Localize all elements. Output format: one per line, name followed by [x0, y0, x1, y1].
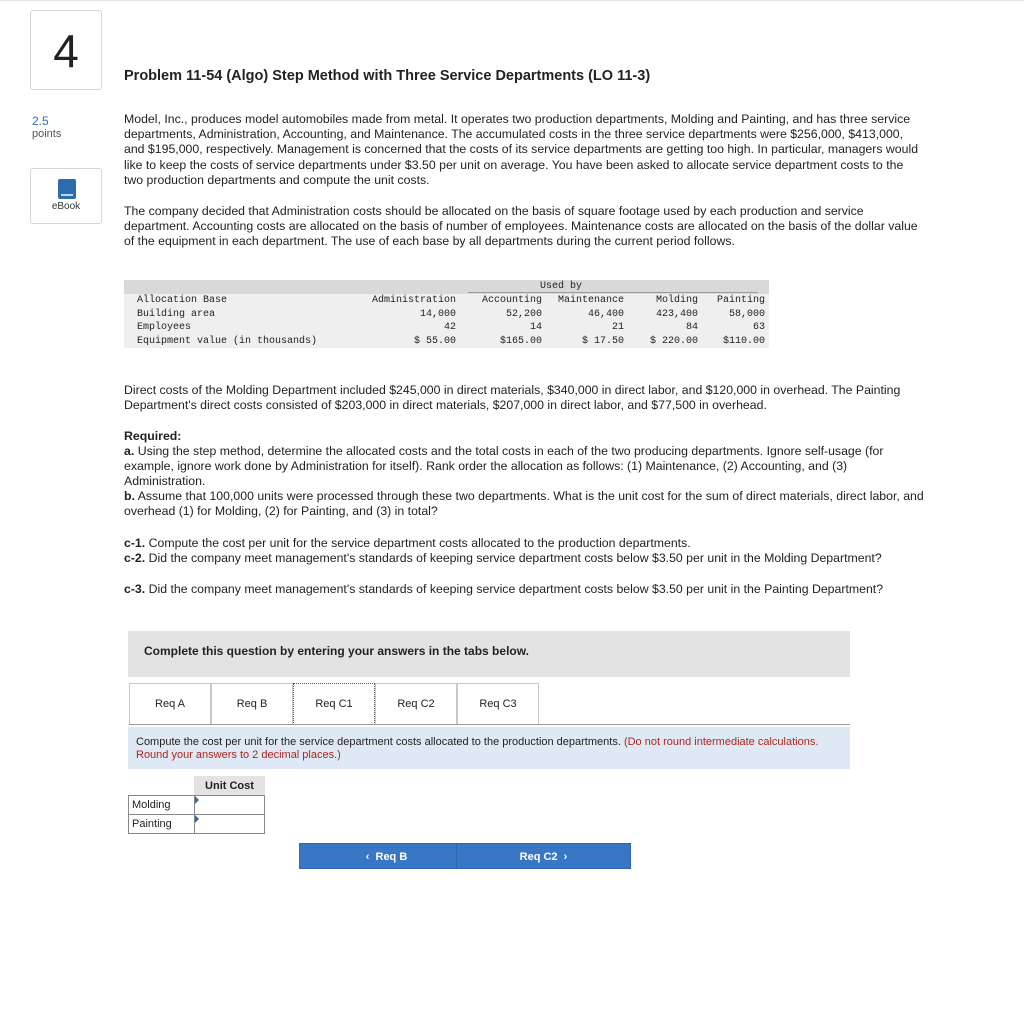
table-cell: $ 55.00: [413, 335, 456, 347]
prev-tab-button[interactable]: [299, 843, 474, 869]
header-molding: Molding: [655, 295, 698, 306]
allocation-base-table: [124, 280, 769, 348]
required-c3: [124, 582, 924, 597]
required-a-label: a.: [124, 444, 135, 458]
allocation-table: [124, 294, 769, 348]
question-number-box: [30, 10, 102, 90]
required-b-text: Assume that 100,000 units were processed through these two departments. What is the unit cost for the sum of direct materials, direct labor, and overhead (1) for Molding, (2) for Painting, and (3) in total?: [124, 489, 924, 519]
header-accounting: Accounting: [481, 295, 542, 306]
required-c2-label: c-2.: [124, 551, 146, 565]
table-row: [129, 796, 265, 815]
table-header-row: [124, 294, 769, 308]
table-row: [124, 321, 769, 335]
painting-unit-cost-input[interactable]: [195, 816, 264, 833]
painting-unit-cost-cell: [195, 815, 265, 834]
answer-header-unit-cost: Unit Cost: [195, 777, 265, 796]
points-indicator: [32, 114, 61, 140]
table-cell: 42: [443, 322, 456, 333]
table-row: [124, 335, 769, 349]
allocation-paragraph: The company decided that Administration costs should be allocated on the basis of square footage used by each production and service department. Accounting costs are allocated on the basis of number of employees. Maintenance costs are allocated on the basis of the dollar value of the equipment in each department. The use of each base by all departments during the current period follows.: [124, 204, 918, 249]
table-cell: 52,200: [505, 308, 542, 320]
points-label: points: [32, 128, 62, 140]
header-administration: Administration: [371, 295, 456, 306]
answer-header-row: [129, 777, 265, 796]
used-by-underline: [468, 292, 758, 293]
row-label: Equipment value (in thousands): [137, 335, 318, 347]
problem-title: Problem 11-54 (Algo) Step Method with Three Service Departments (LO 11-3): [124, 68, 651, 84]
table-header-bar: [124, 280, 769, 294]
tab-divider: [129, 724, 850, 725]
required-c1-label: c-1.: [124, 536, 146, 550]
chevron-left-icon: ‹: [365, 851, 370, 863]
molding-unit-cost-input[interactable]: [195, 797, 264, 814]
row-label: Building area: [137, 308, 216, 320]
instruction-panel: [128, 631, 850, 677]
row-label: Employees: [137, 322, 192, 333]
table-cell: 84: [685, 322, 698, 333]
table-cell: 14: [529, 322, 542, 333]
table-cell: $110.00: [722, 335, 765, 347]
required-b-label: b.: [124, 489, 135, 503]
tab-instruction: [128, 727, 850, 769]
tab-req-c3[interactable]: Req C3: [457, 683, 539, 725]
molding-unit-cost-cell: [195, 796, 265, 815]
table-cell: $ 220.00: [649, 335, 698, 347]
book-icon: [58, 179, 76, 199]
table-cell: $165.00: [499, 335, 542, 347]
table-cell: 14,000: [419, 308, 456, 320]
required-heading: Required:: [124, 429, 182, 443]
prev-tab-label: Req B: [375, 851, 408, 863]
question-number: 4: [53, 25, 79, 77]
top-divider: [0, 0, 1024, 1]
ebook-label: eBook: [51, 201, 81, 212]
header-maintenance: Maintenance: [557, 295, 624, 306]
required-a-text: Using the step method, determine the allocated costs and the total costs in each of the two producing departments. Ignore self-usage (for example, ignore work done by Administration for itself). Rank order the allocation as follows: (1) Maintenance, (2) Accounting, and (3) Administration.: [124, 444, 884, 489]
table-cell: 58,000: [728, 308, 765, 320]
table-cell: 21: [611, 322, 624, 333]
header-painting: Painting: [716, 295, 765, 306]
points-value: 2.5: [32, 114, 49, 128]
tab-req-b[interactable]: Req B: [211, 683, 293, 725]
intro-paragraph: Model, Inc., produces model automobiles made from metal. It operates two production departments, Molding and Painting, and has three service departments, Administration, Accounting, and Maintenance. The accumulated costs in the three service departments were $256,000, $413,000, and $195,000, respectively. Management is concerned that the costs of its service departments are getting too high. In particular, managers would like to keep the costs of service departments under $3.50 per unit on average. You have been asked to allocate service department costs to the two production departments and compute the unit costs.: [124, 112, 919, 187]
required-c3-text: Did the company meet management's standards of keeping service department costs below $3.50 per unit in the Painting Department?: [148, 582, 884, 596]
required-c1: [124, 536, 924, 551]
table-cell: 63: [752, 322, 765, 333]
table-cell: 46,400: [587, 308, 624, 320]
instruction-note: (Do not round intermediate calculations. Round your answers to 2 decimal places.): [136, 736, 819, 761]
tab-req-c1[interactable]: Req C1: [293, 683, 375, 725]
required-c2: [124, 551, 924, 566]
answer-table: [128, 776, 265, 834]
chevron-right-icon: ›: [563, 851, 568, 863]
table-cell: 423,400: [655, 308, 698, 320]
instruction-main: Compute the cost per unit for the service department costs allocated to the production departments.: [136, 736, 621, 748]
required-c1-text: Compute the cost per unit for the service department costs allocated to the production departments.: [148, 536, 691, 550]
next-tab-button[interactable]: [456, 843, 631, 869]
answer-row-label: Painting: [129, 815, 195, 834]
answer-header-blank: [129, 777, 195, 796]
panel-text: Complete this question by entering your answers in the tabs below.: [144, 644, 529, 658]
direct-costs-paragraph: Direct costs of the Molding Department included $245,000 in direct materials, $340,000 in direct labor, and $120,000 in overhead. The Painting Department's direct costs consisted of $203,000 in direct materials, $207,000 in direct labor, and $77,500 in overhead.: [124, 383, 901, 413]
table-cell: $ 17.50: [581, 335, 624, 347]
required-a: [124, 444, 924, 490]
used-by-label: Used by: [540, 281, 583, 292]
tab-req-c2[interactable]: Req C2: [375, 683, 457, 725]
required-b: [124, 489, 924, 519]
table-row: [129, 815, 265, 834]
next-tab-label: Req C2: [519, 851, 558, 863]
tab-req-a[interactable]: Req A: [129, 683, 211, 725]
ebook-button[interactable]: [30, 168, 102, 224]
required-c3-label: c-3.: [124, 582, 146, 596]
table-row: [124, 308, 769, 322]
required-c2-text: Did the company meet management's standards of keeping service department costs below $3.50 per unit in the Molding Department?: [148, 551, 882, 565]
answer-row-label: Molding: [129, 796, 195, 815]
header-allocation-base: Allocation Base: [137, 295, 228, 306]
